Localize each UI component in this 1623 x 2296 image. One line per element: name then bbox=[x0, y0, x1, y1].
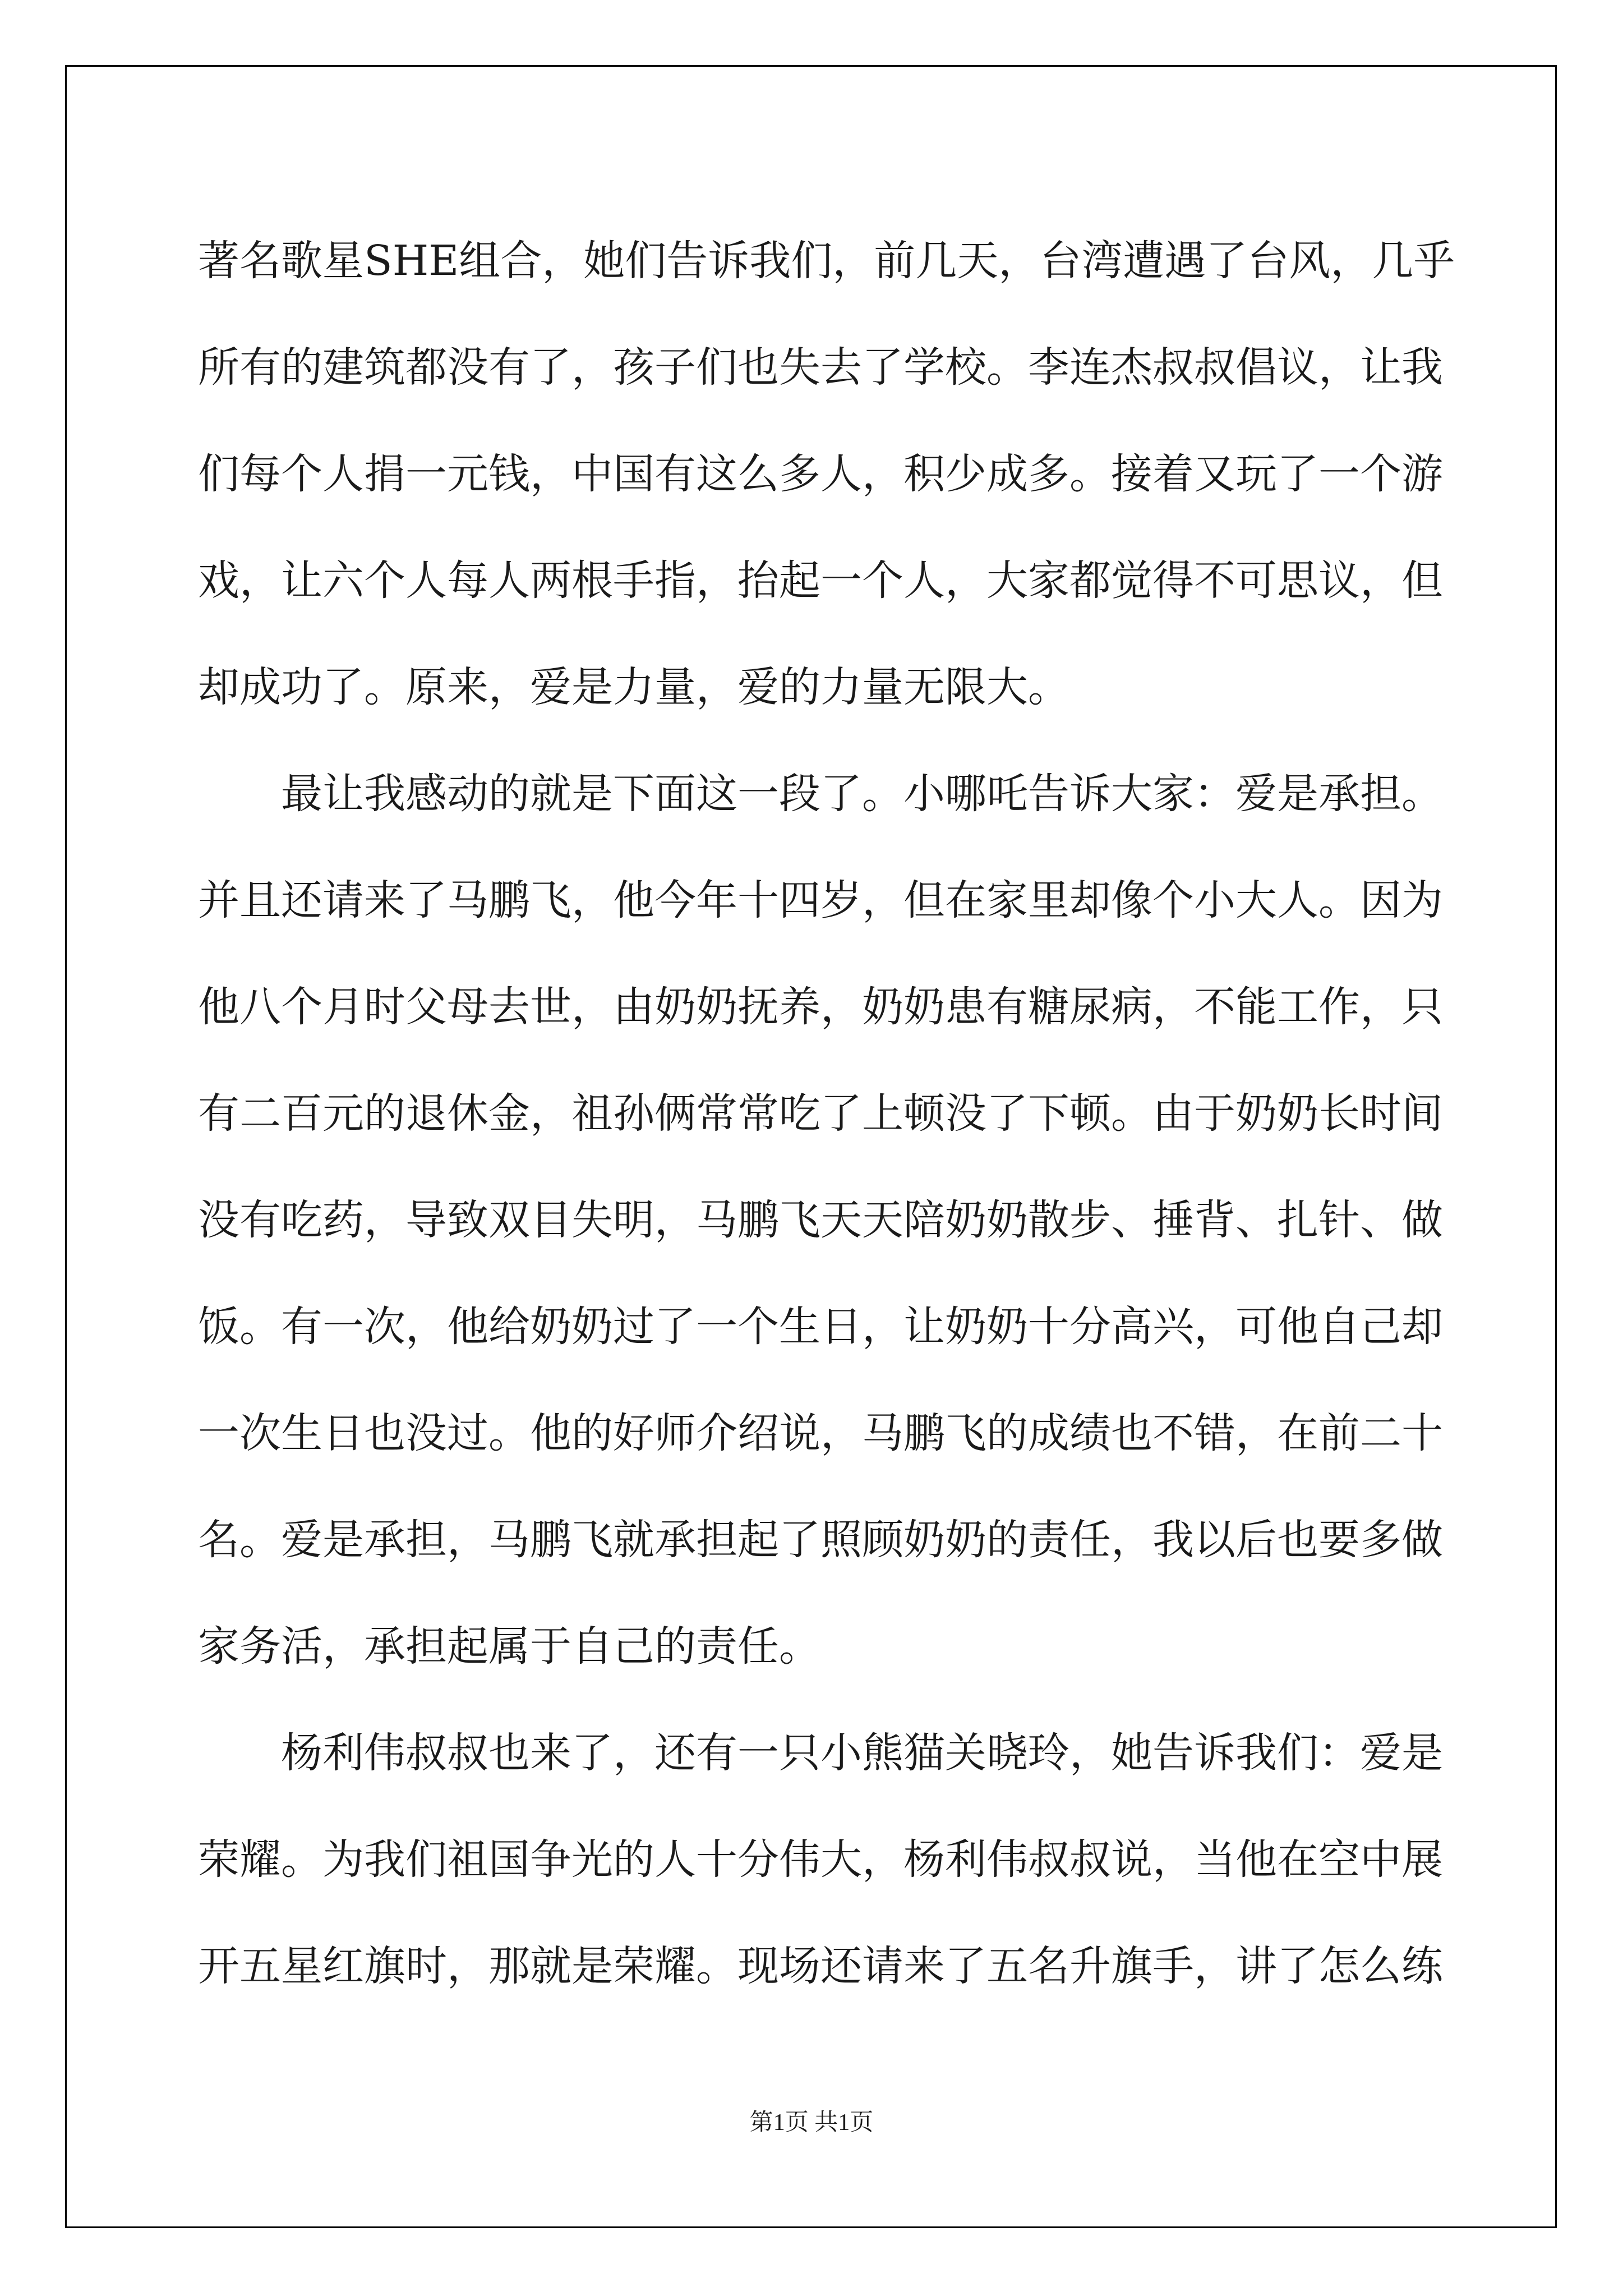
text-line: 著名歌星SHE组合，她们告诉我们，前几天，台湾遭遇了台风，几乎 bbox=[198, 237, 1455, 285]
text-line: 却成功了。原来，爱是力量，爱的力量无限大。 bbox=[198, 663, 1069, 711]
text-line: 杨利伟叔叔也来了，还有一只小熊猫关晓玲，她告诉我们：爱是 bbox=[281, 1729, 1443, 1777]
document-body bbox=[198, 208, 1455, 2019]
text-line: 名。爱是承担，马鹏飞就承担起了照顾奶奶的责任，我以后也要多做 bbox=[198, 1516, 1443, 1564]
text-line: 开五星红旗时，那就是荣耀。现场还请来了五名升旗手，讲了怎么练 bbox=[198, 1942, 1443, 1990]
text-line: 一次生日也没过。他的好师介绍说，马鹏飞的成绩也不错，在前二十 bbox=[198, 1409, 1443, 1457]
text-line: 家务活，承担起属于自己的责任。 bbox=[198, 1622, 820, 1671]
text-line: 并且还请来了马鹏飞，他今年十四岁，但在家里却像个小大人。因为 bbox=[198, 876, 1443, 924]
page-number-footer: 第1页 共1页 bbox=[749, 2110, 874, 2136]
text-line: 荣耀。为我们祖国争光的人十分伟大，杨利伟叔叔说，当他在空中展 bbox=[198, 1835, 1443, 1884]
text-line: 戏，让六个人每人两根手指，抬起一个人，大家都觉得不可思议，但 bbox=[198, 556, 1443, 605]
text-line: 没有吃药，导致双目失明，马鹏飞天天陪奶奶散步、捶背、扎针、做 bbox=[198, 1196, 1443, 1244]
text-line: 最让我感动的就是下面这一段了。小哪吒告诉大家：爱是承担。 bbox=[281, 770, 1443, 818]
text-line: 他八个月时父母去世，由奶奶抚养，奶奶患有糖尿病，不能工作，只 bbox=[198, 983, 1443, 1031]
text-line: 有二百元的退休金，祖孙俩常常吃了上顿没了下顿。由于奶奶长时间 bbox=[198, 1089, 1443, 1138]
text-line: 饭。有一次，他给奶奶过了一个生日，让奶奶十分高兴，可他自己却 bbox=[198, 1303, 1443, 1351]
text-line: 们每个人捐一元钱，中国有这么多人，积少成多。接着又玩了一个游 bbox=[198, 450, 1443, 498]
text-line: 所有的建筑都没有了，孩子们也失去了学校。李连杰叔叔倡议，让我 bbox=[198, 343, 1443, 392]
